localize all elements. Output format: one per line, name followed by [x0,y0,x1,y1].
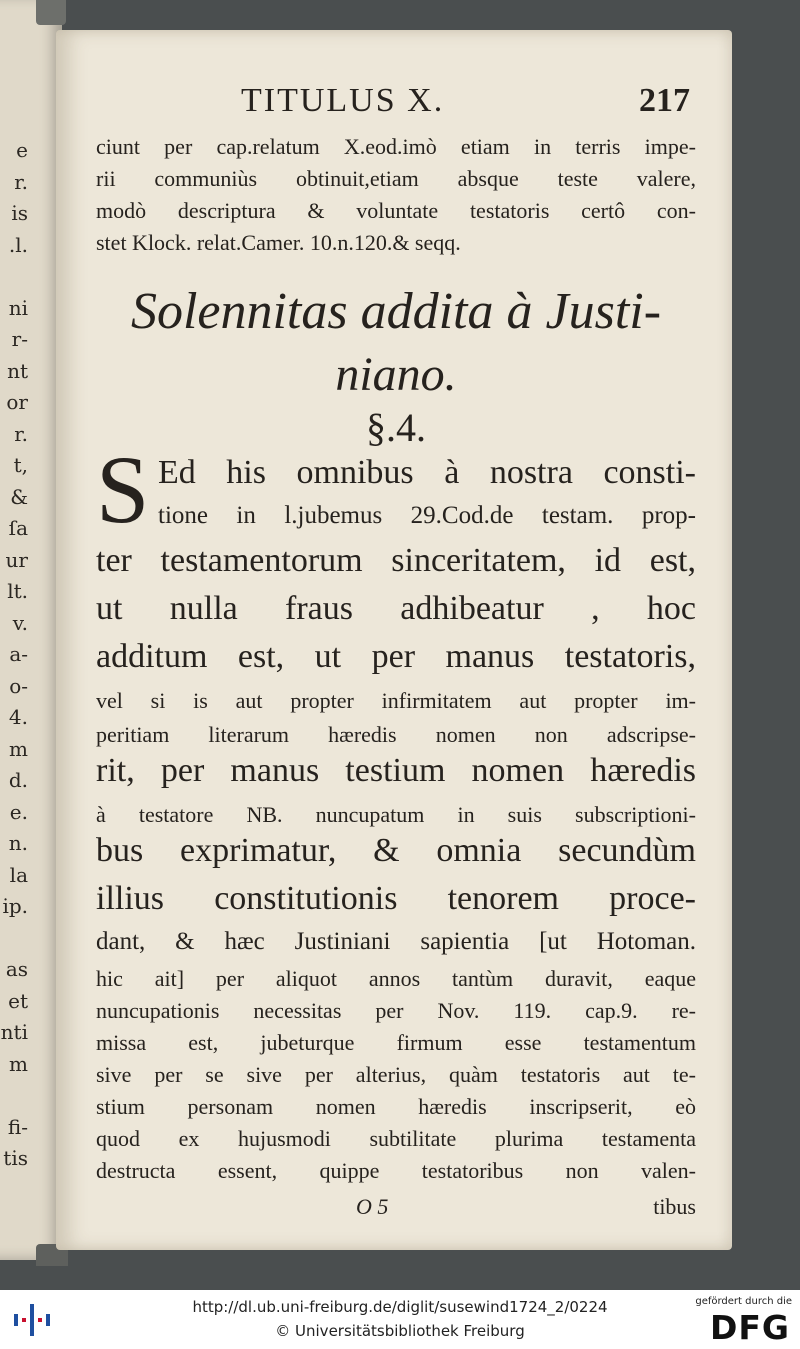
viewer-footer [0,1290,800,1349]
text-line: Ed his omnibus à nostra consti- [158,454,696,491]
text-line: modò descriptura & voluntate testatoris certô con- [96,198,696,223]
text-line: nuncupationis necessitas per Nov. 119. cap.9. re- [96,998,696,1023]
text-line: quod ex hujusmodi subtilitate plurima testamenta [96,1126,696,1151]
text-line: dant, & hæc Justiniani sapientia [ut Hotoman. [96,928,696,955]
text-line: destructa essent, quippe testatoribus non valen- [96,1158,696,1183]
page-number: 217 [639,82,690,119]
dfg-logo[interactable]: DFG [709,1308,790,1347]
text-line: vel si is aut propter infirmitatem aut propter im- [96,688,696,713]
facing-page-edge [0,0,62,1260]
source-url-link[interactable]: http://dl.ub.uni-freiburg.de/diglit/susewind1724_2/0224 [192,1298,608,1316]
text-line: illius constitutionis tenorem proce- [96,880,696,917]
text-line: sive per se sive per alterius, quàm testatoris aut te- [96,1062,696,1087]
section-heading-continued: niano. [335,348,457,401]
book-page [56,30,732,1250]
facing-page-text-fragments: e r. is .l. ni r- nt or r. t, & ſa ur lt. v. a- o- 4. m d. e. n. la ip. as et nti m fi- tis [0,138,28,1170]
copyright-notice: © Universitätsbibliothek Freiburg [275,1322,525,1340]
page-header [96,82,696,130]
book-clip-top [36,0,66,25]
running-head: TITULUS X. [241,82,445,119]
dfg-caption: gefördert durch die [695,1296,792,1307]
text-line: peritiam literarum hæredis nomen non adscripse- [96,722,696,747]
section-heading: Solennitas addita à Justi- [130,283,662,340]
text-line: stium personam nomen hæredis inscripserit, eò [96,1094,696,1119]
text-line: ter testamentorum sinceritatem, id est, [96,542,696,579]
drop-cap: S [96,436,150,543]
text-line: à testatore NB. nuncupatum in suis subscriptioni- [96,802,696,827]
text-line: rii communiùs obtinuit,etiam absque teste valere, [96,166,696,191]
text-line: rit, per manus testium nomen hæredis [96,752,696,789]
text-line: tione in l.jubemus 29.Cod.de testam. prop- [158,502,696,529]
text-line: additum est, ut per manus testatoris, [96,638,696,675]
signature-mark: O 5 [356,1194,389,1219]
section-number: §.4. [366,405,426,450]
page-text-block [96,82,696,1222]
catchword: tibus [653,1194,696,1219]
text-line: stet Klock. relat.Camer. 10.n.120.& seqq. [96,230,461,255]
text-line: missa est, jubeturque firmum esse testamentum [96,1030,696,1055]
text-line: bus exprimatur, & omnia secundùm [96,832,696,869]
text-line: hic ait] per aliquot annos tantùm duravit, eaque [96,966,696,991]
text-line: ciunt per cap.relatum X.eod.imò etiam in terris impe- [96,134,696,159]
text-line: ut nulla fraus adhibeatur , hoc [96,590,696,627]
